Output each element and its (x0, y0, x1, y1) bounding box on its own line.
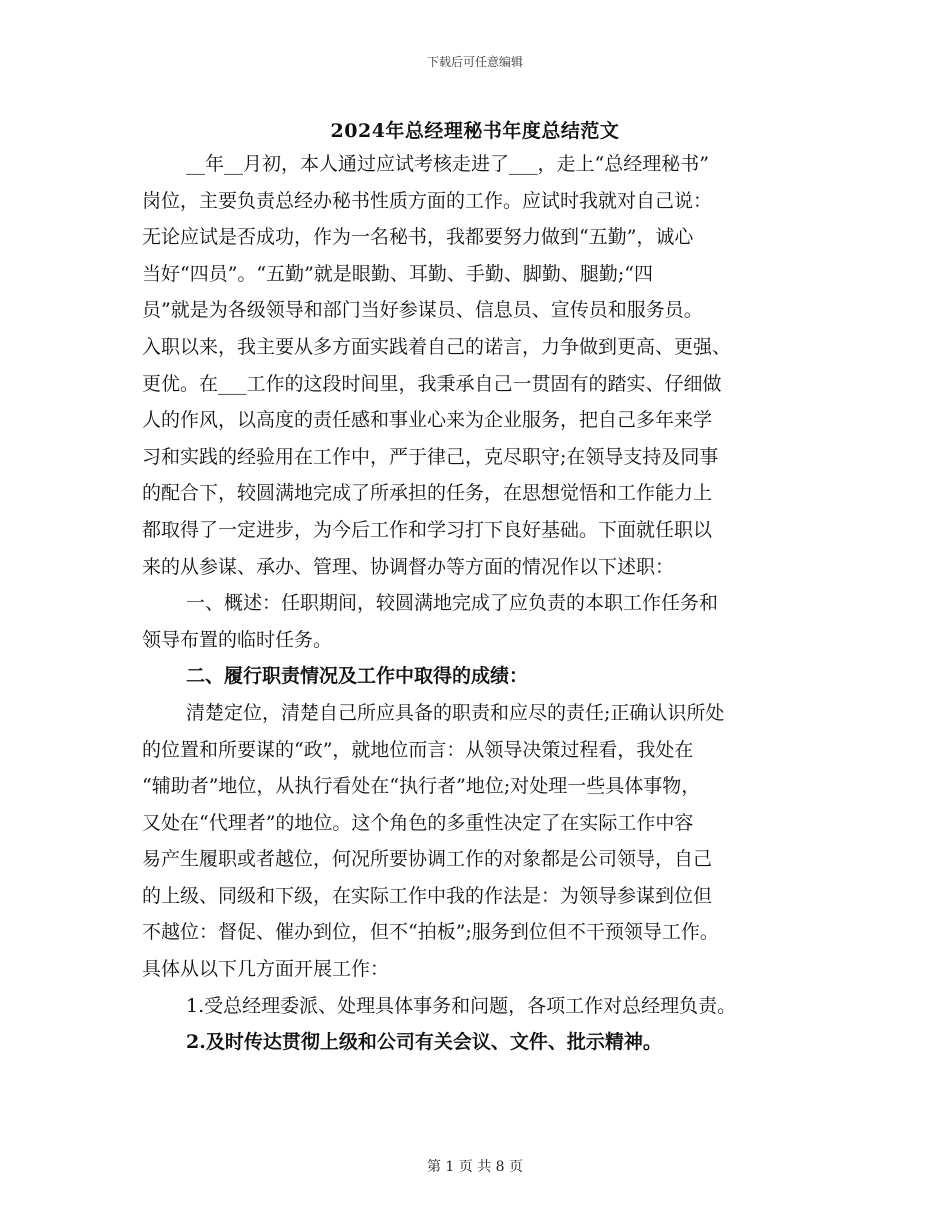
page-header-note: 下载后可任意编辑 (426, 55, 523, 69)
body-line: 的位置和所要谋的“政”，就地位而言：从领导决策过程看，我处在 (142, 738, 694, 761)
body-line: 都取得了一定进步，为今后工作和学习打下良好基础。下面就任职以 (142, 518, 713, 541)
page-number-footer: 第 1 页 共 8 页 (426, 1159, 524, 1175)
body-line: 员”就是为各级领导和部门当好参谋员、信息员、宣传员和服务员。 (142, 299, 703, 322)
body-line: 具体从以下几方面开展工作： (142, 958, 390, 981)
list-item: 1.受总经理委派、处理具体事务和问题，各项工作对总经理负责。 (186, 994, 737, 1017)
body-line: 清楚定位，清楚自己所应具备的职责和应尽的责任;正确认识所处 (186, 701, 725, 724)
document-body (142, 146, 822, 1061)
body-line: 易产生履职或者越位，何况所要协调工作的对象都是公司领导，自己 (142, 848, 713, 871)
section-one-line: 一、概述：任职期间，较圆满地完成了应负责的本职工作任务和 (186, 592, 719, 615)
body-line: 人的作风，以高度的责任感和事业心来为企业服务，把自己多年来学 (142, 409, 713, 432)
body-line: 更优。在___工作的这段时间里，我秉承自己一贯固有的踏实、仔细做 (142, 372, 722, 395)
body-line: 的配合下，较圆满地完成了所承担的任务，在思想觉悟和工作能力上 (142, 482, 713, 505)
body-line: 入职以来，我主要从多方面实践着自己的诺言，力争做到更高、更强、 (142, 335, 732, 358)
section-heading: 二、履行职责情况及工作中取得的成绩： (186, 665, 529, 688)
document-title: 2024年总经理秘书年度总结范文 (330, 120, 620, 142)
body-line: 习和实践的经验用在工作中，严于律己，克尽职守;在领导支持及同事 (142, 445, 719, 468)
body-line: 来的从参谋、承办、管理、协调督办等方面的情况作以下述职： (142, 555, 675, 578)
body-line: 又处在“代理者”的地位。这个角色的多重性决定了在实际工作中容 (142, 811, 694, 834)
body-line: 不越位：督促、催办到位，但不“拍板”;服务到位但不干预领导工作。 (142, 921, 719, 944)
body-line: “辅助者”地位，从执行看处在“执行者”地位;对处理一些具体事物， (142, 775, 701, 798)
body-line: 岗位，主要负责总经办秘书性质方面的工作。应试时我就对自己说： (142, 189, 713, 212)
body-line: __年__月初，本人通过应试考核走进了___，走上“总经理秘书” (186, 153, 709, 175)
list-item: 2.及时传达贯彻上级和公司有关会议、文件、批示精神。 (186, 1031, 662, 1054)
body-line: 无论应试是否成功，作为一名秘书，我都要努力做到“五勤”，诚心 (142, 226, 694, 249)
body-line: 的上级、同级和下级，在实际工作中我的作法是：为领导参谋到位但 (142, 884, 713, 907)
body-line: 领导布置的临时任务。 (142, 628, 333, 651)
body-line: 当好“四员”。“五勤”就是眼勤、耳勤、手勤、脚勤、腿勤;“四 (142, 262, 653, 285)
